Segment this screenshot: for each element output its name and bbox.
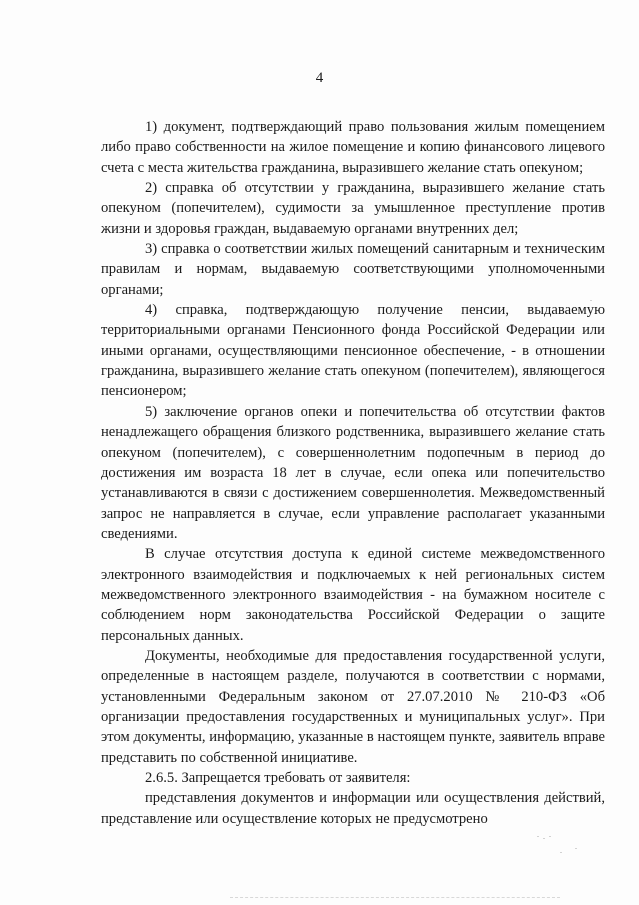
paragraph-prohibition: представления документов и информации или осуществления действий, представление или осуществление которых не предусмотрено (101, 790, 605, 827)
paragraph-interagency-access: В случае отсутствия доступа к единой системе межведомственного электронного взаимодействия и подключаемых к ней региональных систем межведомственного электронного взаимодействия - на бумажном носителе с соблюдением норм законодательства Российской Федерации о защите персональных данных. (101, 546, 605, 644)
paragraph-item-3: 3) справка о соответствии жилых помещений санитарным и техническим правилам и нормам, выдаваемую соответствующими уполномоченными органами; (101, 241, 605, 298)
document-body (101, 117, 605, 829)
page-number: 4 (315, 70, 324, 86)
paragraph-item-5: 5) заключение органов опеки и попечительства об отсутствии фактов ненадлежащего обращения близкого родственника, выразившего желание стать опекуном (попечителем), с совершеннолетним подопечным в период до достижения им возраста 18 лет в случае, если опека или попечительство устанавливаются в связи с достижением совершеннолетия. Межведомственный запрос не направляется в случае, если управление располагает указанными сведениями. (101, 403, 605, 542)
section-heading-2-6-5: 2.6.5. Запрещается требовать от заявителя: (145, 770, 411, 786)
paragraph-documents-required: Документы, необходимые для предоставления государственной услуги, определенные в настоящем разделе, получаются в соответствии с нормами, установленными Федеральным законом от 27.07.2010 № 210-ФЗ «Об организации предоставления государственных и муниципальных услуг». При этом документы, информацию, указанные в настоящем пункте, заявитель вправе представить по собственной инициативе. (101, 647, 605, 766)
paragraph-item-2: 2) справка об отсутствии у гражданина, выразившего желание стать опекуном (попечителем), судимости за умышленное преступление против жизни и здоровья граждан, выдаваемую органами внутренних дел; (101, 180, 605, 237)
scan-edge-line (230, 897, 560, 898)
scan-speck (543, 838, 545, 839)
paragraph-item-4: 4) справка, подтверждающую получение пенсии, выдаваемую территориальными органами Пенсионного фонда Российской Федерации или иными органами, осуществляющими пенсионное обеспечение, - в отношении гражданина, выразившего желание стать опекуном (попечителем), являющегося пенсионером; (101, 302, 605, 400)
paragraph-item-1: 1) документ, подтверждающий право пользования жилым помещением либо право собственности на жилое помещение и копию финансового лицевого счета с места жительства гражданина, выразившего желание стать опекуном; (101, 119, 605, 176)
scan-speck (549, 836, 551, 837)
scan-speck (575, 848, 577, 849)
scan-speck (590, 300, 592, 301)
scan-speck (537, 836, 539, 837)
scan-speck (560, 852, 562, 853)
